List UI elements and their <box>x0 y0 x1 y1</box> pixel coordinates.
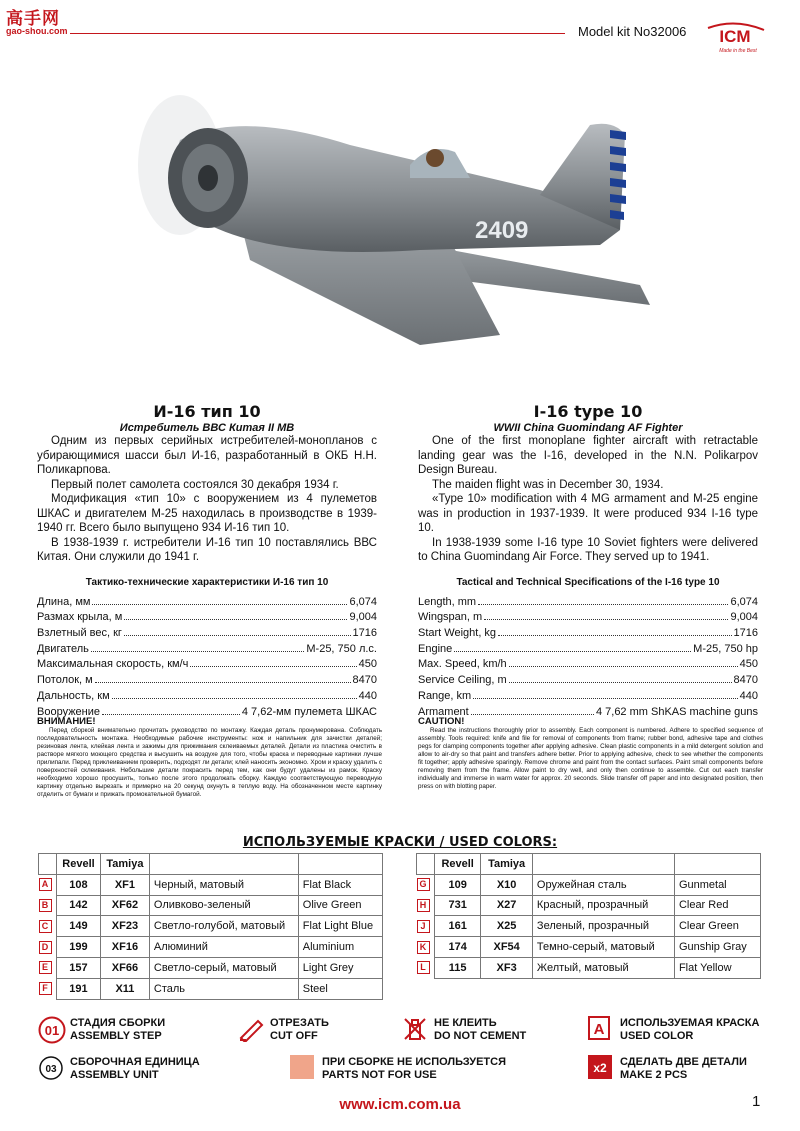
ru-caution-text: Перед сборкой внимательно прочитать руководство по монтажу. Каждая деталь пронумерована. Соблюдать последовательность монтажа. Необходимые рабочие инструменты: нож и напильник для зачистки деталей; резиновая лента, клейкая лента и зажимы для прижимания склеиваемых деталей. Детали из пластика очистить в растворе мягкого моющего средства и высушить на воздухе для того, чтобы краска и переводные картинки лучше прилипали. Перед приклеиванием проверить, подходят ли детали; клей наносить экономно. Хром и краску удалить с поверхностей склеивания. Небольшие детали покрасить перед тем, как они будут удалены из рамок. Краску необходимо хорошо просушить, только после этого продолжать сборку. Каждую соответствующую переводную картинку отдельно вырезать и примерно на 20 секунд окунуть в теплую воду. На обозначенном месте картинку отделить от бумаги и прижать промокательной бумагой. <box>37 727 382 798</box>
en-description <box>418 402 758 565</box>
spec-row: Длина, мм 6,074 <box>37 595 377 608</box>
parts-not-used-swatch <box>290 1055 314 1079</box>
table-row: L 115 XF3 Желтый, матовый Flat Yellow <box>417 957 761 978</box>
colors-table-left <box>38 853 383 1000</box>
aircraft-illustration <box>120 70 660 370</box>
ru-paragraph: В 1938-1939 г. истребители И-16 тип 10 поставлялись ВВС Китая. Они служили до 1941 г. <box>37 536 377 563</box>
revell-header: Revell <box>57 854 101 875</box>
table-row: F 191 X11 Сталь Steel <box>39 978 383 999</box>
table-row: K 174 XF54 Темно-серый, матовый Gunship Gray <box>417 937 761 958</box>
en-paragraph: One of the first monoplane fighter aircraft with retractable landing gear was the I-16, developed in the N.N. Polikarpov Design Bureau. <box>418 435 758 476</box>
assembly-step-icon <box>38 1016 66 1044</box>
en-title: I-16 type 10 <box>533 402 643 421</box>
spec-row: Range, km 440 <box>418 689 758 702</box>
aircraft-number: 2409 <box>475 217 529 244</box>
svg-text:x2: x2 <box>593 1061 607 1075</box>
spec-row: Service Ceiling, m 8470 <box>418 674 758 687</box>
ru-caution-title: ВНИМАНИЕ! <box>37 716 96 727</box>
spec-row: Максимальная скорость, км/ч 450 <box>37 658 377 671</box>
table-row: D 199 XF16 Алюминий Aluminium <box>39 937 383 958</box>
en-spec-title: Tactical and Technical Specifications of the I-16 type 10 <box>456 577 720 588</box>
pilot <box>426 149 444 167</box>
table-row: J 161 X25 Зеленый, прозрачный Clear Green <box>417 916 761 937</box>
table-row: G 109 X10 Оружейная сталь Gunmetal <box>417 874 761 895</box>
en-paragraph: In 1938-1939 some I-16 type 10 Soviet fighters were delivered to China Guomindang Air Force. They served up to 1941. <box>418 536 758 563</box>
logo-tagline: Made in the Best <box>719 48 757 54</box>
spec-row: Start Weight, kg 1716 <box>418 627 758 640</box>
tamiya-header: Tamiya <box>100 854 149 875</box>
spec-row: Взлетный вес, кг 1716 <box>37 627 377 640</box>
header <box>0 0 800 52</box>
svg-text:A: A <box>593 1021 605 1038</box>
watermark-sub: gao-shou.com <box>6 26 68 36</box>
revell-header: Revell <box>435 854 481 875</box>
ru-caution <box>37 716 382 807</box>
table-row: C 149 XF23 Светло-голубой, матовый Flat Light Blue <box>39 916 383 937</box>
en-paragraph: «Type 10» modification with 4 MG armament and M-25 engine was in production in 1937-1939. It were produced 934 I-16 type 10. <box>418 493 758 534</box>
ru-paragraph: Одним из первых серийных истребителей-монопланов с убирающимися шасси был И-16, разработанный в ОКБ Н.Н. Поликарпова. <box>37 435 377 476</box>
website-link[interactable]: www.icm.com.ua <box>339 1096 461 1113</box>
used-colors-title: ИСПОЛЬЗУЕМЫЕ КРАСКИ / USED COLORS: <box>242 835 558 850</box>
table-row: A 108 XF1 Черный, матовый Flat Black <box>39 874 383 895</box>
table-row: H 731 X27 Красный, прозрачный Clear Red <box>417 895 761 916</box>
colors-table-right <box>416 853 761 979</box>
table-header-row <box>417 854 761 875</box>
ru-spec-table <box>37 592 377 718</box>
ru-spec-title: Тактико-технические характеристики И-16 тип 10 <box>85 577 329 588</box>
icm-logo <box>700 22 770 54</box>
ru-paragraph: Модификация «тип 10» с вооружением из 4 пулеметов ШКАС и двигателем М-25 находилась в производстве в 1939-1940 гг. Всего было выпущено 934 И-16 тип 10. <box>37 493 377 534</box>
spec-row: Размах крыла, м 9,004 <box>37 611 377 624</box>
assembly-unit-icon <box>38 1055 64 1081</box>
spec-row: Length, mm 6,074 <box>418 595 758 608</box>
page-number: 1 <box>752 1093 761 1110</box>
tamiya-header: Tamiya <box>481 854 533 875</box>
en-spec-table <box>418 592 758 718</box>
ru-subtitle: Истребитель ВВС Китая II МВ <box>119 422 295 434</box>
no-cement-icon <box>402 1016 428 1042</box>
ru-paragraph: Первый полет самолета состоялся 30 декабря 1934 г. <box>51 478 339 491</box>
header-rule <box>70 33 565 34</box>
cut-off-icon <box>238 1016 264 1042</box>
spinner <box>198 165 218 191</box>
en-caution-text: Read the instructions thoroughly prior to assembly. Each component is numbered. Adhere to specified sequence of assembly. Tools required: knife and file for removal of components from frame; rubber bond, adhesive tape and clothes pegs for clamping components together after applying adhesive. Clean plastic components in a mild detergent solution and allow to air-dry so that paint and transfers adhere better. Prior to applying adhesive, check to see whether the components fit together; apply adhesive sparingly. Remove chrome and paint from the contact surfaces. Paint small components before removing them from the frame. Allow paint to dry well, and only then continue to assemble. Cut out each transfer individually and immerse in warm water for approx. 20 seconds. Slide transfer off paper and into designated position, then press on with blotting paper. <box>418 727 763 790</box>
spec-row: Дальность, км 440 <box>37 689 377 702</box>
used-color-icon <box>588 1016 610 1040</box>
ru-title: И-16 тип 10 <box>153 402 261 421</box>
table-row: B 142 XF62 Оливково-зеленый Olive Green <box>39 895 383 916</box>
table-header-row <box>39 854 383 875</box>
en-caution <box>418 716 763 807</box>
svg-text:01: 01 <box>44 1023 60 1038</box>
en-caution-title: CAUTION! <box>418 716 465 727</box>
ru-description <box>37 402 377 565</box>
table-row: E 157 XF66 Светло-серый, матовый Light Grey <box>39 957 383 978</box>
en-paragraph: The maiden flight was in December 30, 1934. <box>432 478 664 491</box>
spec-row: Armament 4 7,62 mm ShKAS machine guns <box>418 705 758 718</box>
logo-text: ICM <box>719 27 751 46</box>
spec-row: Потолок, м 8470 <box>37 674 377 687</box>
watermark: 高手网 <box>6 9 60 29</box>
spec-row: Max. Speed, km/h 450 <box>418 658 758 671</box>
make-two-icon <box>588 1055 612 1079</box>
model-kit-number: Model kit No32006 <box>578 24 687 39</box>
spec-row: Engine M-25, 750 hp <box>418 642 758 655</box>
spec-row: Двигатель М-25, 750 л.с. <box>37 642 377 655</box>
en-subtitle: WWII China Guomindang AF Fighter <box>493 422 683 434</box>
spec-row: Вооружение 4 7,62-мм пулемета ШКАС <box>37 705 377 718</box>
spec-row: Wingspan, m 9,004 <box>418 611 758 624</box>
svg-text:03: 03 <box>45 1064 57 1075</box>
